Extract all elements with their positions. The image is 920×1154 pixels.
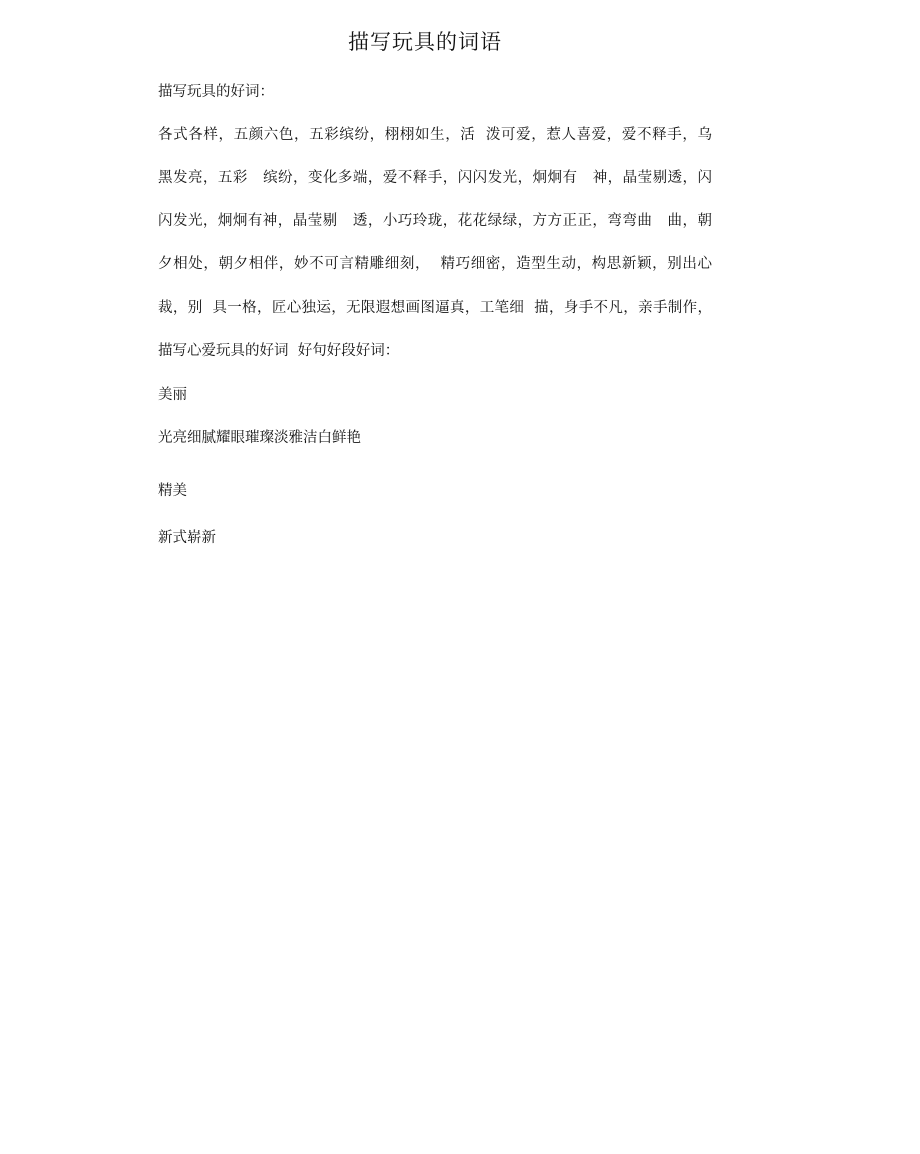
word-list-exquisite: 新式崭新 bbox=[158, 530, 216, 546]
paragraph-line-5: 裁，别 具一格，匠心独运，无限遐想画图逼真，工笔细 描，身手不凡，亲手制作， bbox=[158, 300, 712, 316]
document-title: 描写玩具的词语 bbox=[348, 30, 502, 54]
paragraph-line-1: 各式各样，五颜六色，五彩缤纷，栩栩如生，活 泼可爱，惹人喜爱，爱不释手，乌 bbox=[158, 127, 712, 143]
word-heading-beautiful: 美丽 bbox=[158, 387, 187, 403]
paragraph-line-3: 闪发光，炯炯有神，晶莹剔 透，小巧玲珑，花花绿绿，方方正正，弯弯曲 曲，朝 bbox=[158, 213, 712, 229]
paragraph-line-2: 黑发亮，五彩 缤纷，变化多端，爱不释手，闪闪发光，炯炯有 神，晶莹剔透，闪 bbox=[158, 170, 712, 186]
paragraph-line-4: 夕相处，朝夕相伴，妙不可言精雕细刻， 精巧细密，造型生动，构思新颖，别出心 bbox=[158, 256, 712, 272]
section-heading-favorite-toy: 描写心爱玩具的好词 好句好段好词： bbox=[158, 343, 400, 359]
section-heading-good-words: 描写玩具的好词： bbox=[158, 84, 274, 100]
word-list-beautiful: 光亮细腻耀眼璀璨淡雅洁白鲜艳 bbox=[158, 430, 361, 446]
word-heading-exquisite: 精美 bbox=[158, 483, 187, 499]
